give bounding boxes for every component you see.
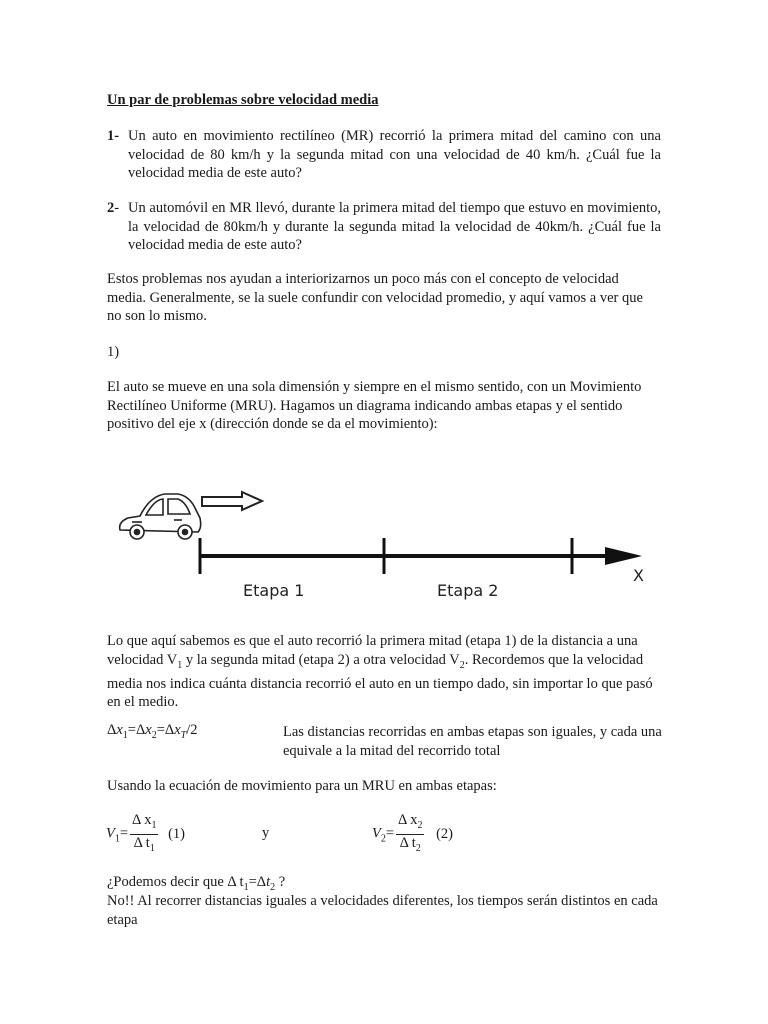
mru-paragraph: El auto se mueve en una sola dimensión y siempre en el mismo sentido, con un Movimiento Rectilíneo Uniforme (MRU). Hagamos un diagrama indicando ambas etapas y el sentido positivo del eje x (dirección donde se da el movimiento): — [107, 379, 642, 432]
problem-number: 1- — [107, 128, 120, 144]
problem-text: Un automóvil en MR llevó, durante la primera mitad del tiempo que estuvo en movimiento, la velocidad de 80km/h y durante la segunda mitad la velocidad de 40km/h. ¿Cuál fue la velocidad media de este auto? — [128, 200, 661, 253]
stage-1-label: Etapa 1 — [243, 581, 305, 600]
distance-equation: $\Delta x_1=\Delta x_2=\Delta x_T/2$ — [107, 722, 198, 741]
equation-intro: Usando la ecuación de movimiento para un MRU en ambas etapas: — [107, 778, 497, 794]
known-paragraph: Lo que aquí sabemos es que el auto recorrió la primera mitad (etapa 1) de la distancia a una velocidad $V_1$ y la segunda mitad (etapa 2) a otra velocidad $V_2$. Recordemos que la velocidad media nos indica cuánta distancia recorrió el auto en un tiempo dado, sin importar lo que pasó en el medio. — [107, 633, 653, 711]
x-axis — [200, 538, 642, 574]
problem-text: Un auto en movimiento rectilíneo (MR) recorrió la primera mitad del camino con una velocidad de 80 km/h y la segunda mitad con una velocidad de 40 km/h. ¿Cuál fue la velocidad media de este auto? — [128, 128, 661, 181]
velocity-equation-1: $V_1=$ $\frac{\Delta x_1}{\Delta t_1}$ (1) — [106, 812, 185, 854]
distance-note: Las distancias recorridas en ambas etapas son iguales, y cada una equivale a la mitad del recorrido total — [283, 724, 662, 759]
motion-diagram — [110, 480, 670, 610]
direction-arrow-icon — [202, 492, 262, 510]
problem-2 — [107, 199, 661, 255]
section-label: 1) — [107, 344, 120, 360]
problem-1 — [107, 127, 661, 183]
question: ¿Podemos decir que Δ $t_1=\Delta t_2$ ? — [107, 874, 286, 893]
intro-paragraph: Estos problemas nos ayudan a interiorizarnos un poco más con el concepto de velocidad media. Generalmente, se la suele confundir con velocidad promedio, y aquí vamos a ver que no son lo mismo. — [107, 271, 643, 324]
page-title: Un par de problemas sobre velocidad media — [107, 92, 379, 108]
velocity-equation-2: $V_2=$ $\frac{\Delta x_2}{\Delta t_2}$ (2) — [372, 812, 453, 854]
axis-x-label: X — [633, 566, 644, 585]
car-icon — [120, 494, 201, 539]
answer: No!! Al recorrer distancias iguales a velocidades diferentes, los tiempos serán distintos en cada etapa — [107, 893, 658, 928]
problem-number: 2- — [107, 200, 120, 216]
conjunction: y — [262, 825, 270, 841]
stage-2-label: Etapa 2 — [437, 581, 499, 600]
